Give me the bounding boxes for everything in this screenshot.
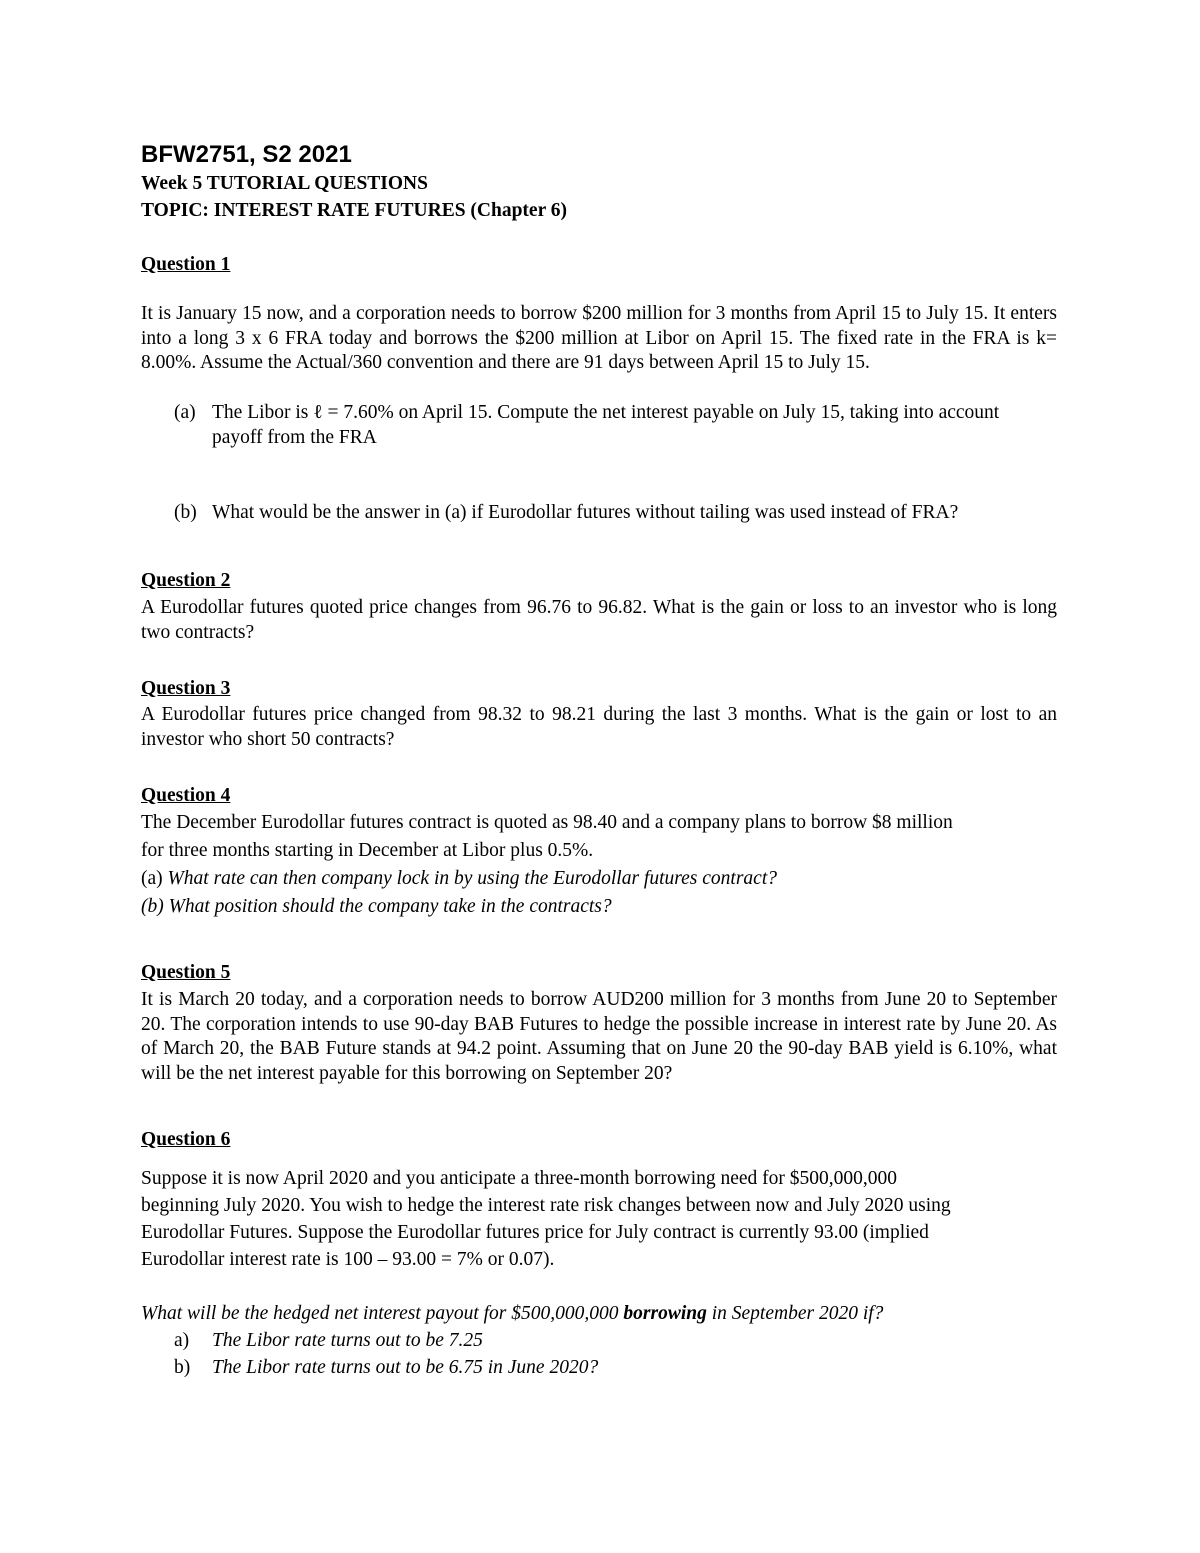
question-1-heading: Question 1 [141,254,231,275]
part-text: What position should the company take in the contracts? [168,896,612,917]
part-label: (b) [141,896,164,917]
question-1-part-b [174,501,1057,526]
part-text: What rate can then company lock in by using the Eurodollar futures contract? [167,868,777,889]
part-label: (a) [174,402,196,423]
part-label: (a) [141,868,163,889]
part-label: b) [174,1357,191,1378]
question-6-line-4: Eurodollar interest rate is 100 – 93.00 = 7% or 0.07). [141,1249,555,1270]
prompt-text: What will be the hedged net interest payout for $500,000,000 [141,1303,624,1324]
question-4-part-a [141,867,1057,892]
question-6-line-1: Suppose it is now April 2020 and you anticipate a three-month borrowing need for $500,000,000 [141,1168,898,1189]
question-4-line-2: for three months starting in December at Libor plus 0.5%. [141,840,594,861]
question-2-heading: Question 2 [141,570,231,591]
question-5-heading: Question 5 [141,962,231,983]
question-1-body: It is January 15 now, and a corporation needs to borrow $200 million for 3 months from April 15 to July 15. It enters into a long 3 x 6 FRA today and borrows the $200 million at Libor on April 15. The fixed rate in the FRA is k= 8.00%. Assume the Actual/360 convention and there are 91 days between April 15 to July 15. [141,303,1057,374]
question-6-heading: Question 6 [141,1129,231,1150]
course-code: BFW2751, S2 2021 [141,141,352,168]
prompt-emphasis: borrowing [623,1303,707,1324]
question-4-line-1: The December Eurodollar futures contract is quoted as 98.40 and a company plans to borrow $8 million [141,812,953,833]
question-6-prompt [141,1302,1057,1327]
part-text: The Libor rate turns out to be 6.75 in June 2020? [212,1357,599,1378]
question-6-line-3: Eurodollar Futures. Suppose the Eurodollar futures price for July contract is currently 93.00 (implied [141,1222,929,1243]
part-label: (b) [174,502,197,523]
question-3-heading: Question 3 [141,678,231,699]
part-label: a) [174,1330,190,1351]
topic-title: TOPIC: INTEREST RATE FUTURES (Chapter 6) [141,200,568,221]
part-text: The Libor is ℓ = 7.60% on April 15. Compute the net interest payable on July 15, taking into account [212,402,1000,423]
question-4-heading: Question 4 [141,785,231,806]
week-title: Week 5 TUTORIAL QUESTIONS [141,173,428,194]
part-text: What would be the answer in (a) if Eurodollar futures without tailing was used instead of FRA? [212,502,959,523]
question-6-part-b [174,1356,1057,1381]
question-2-body: A Eurodollar futures quoted price changes from 96.76 to 96.82. What is the gain or loss to an investor who is long two contracts? [141,597,1057,643]
part-text: The Libor rate turns out to be 7.25 [212,1330,483,1351]
question-4-part-b [141,895,1057,920]
question-6-part-a [174,1329,1057,1354]
question-6-line-2: beginning July 2020. You wish to hedge the interest rate risk changes between now and July 2020 using [141,1195,951,1216]
question-3-body: A Eurodollar futures price changed from 98.32 to 98.21 during the last 3 months. What is the gain or lost to an investor who short 50 contracts? [141,704,1057,750]
prompt-text-end: in September 2020 if? [706,1303,884,1324]
question-1-part-a [174,401,1057,450]
part-text-continued: payoff from the FRA [212,426,377,448]
question-5-body: It is March 20 today, and a corporation needs to borrow AUD200 million for 3 months from June 20 to September 20. The corporation intends to use 90-day BAB Futures to hedge the possible increase in interest rate by June 20. As of March 20, the BAB Future stands at 94.2 point. Assuming that on June 20 the 90-day BAB yield is 6.10%, what will be the net interest payable for this borrowing on September 20? [141,989,1057,1084]
